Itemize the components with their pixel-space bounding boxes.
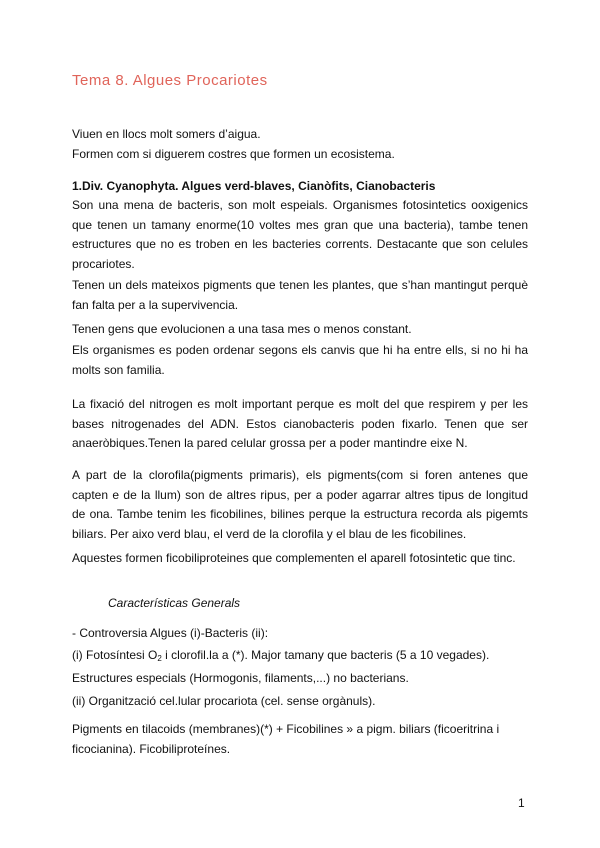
general-line-2-post: i clorofil.la a (*). Major tamany que bacteris (5 a 10 vegades). [161,648,490,662]
page-title: Tema 8. Algues Procariotes [72,72,268,89]
paragraph-1: Son una mena de bacteris, son molt espeials. Organismes fotosintetics ooxigenics que tenen un tamany enorme(10 voltes mes gran que una bacteria), tambe tenen estructures que no es troben en les bacteries corrents. Destacante que son celules procariotes. [72,198,528,271]
page-number: 1 [518,796,525,810]
paragraph-5: La fixació del nitrogen es molt important perque es molt del que respirem y per les bases nitrogenades del ADN. Estos cianobacteris poden fixarlo. Tenen que ser anaeròbiques.Tenen la pared celular grossa per a poder mantindre eixe N. [72,397,528,450]
general-line-4: (ii) Organització cel.lular procariota (cel. sense orgànuls). [72,694,376,708]
general-line-1: - Controversia Algues (i)-Bacteris (ii): [72,626,269,640]
general-line-5: Pigments en tilacoids (membranes)(*) + Ficobilines » a pigm. biliars (ficoeritrina i ficocianina). Ficobiliproteínes. [72,722,500,756]
intro-line-1: Viuen en llocs molt somers d’aigua. [72,127,261,141]
paragraph-7: Aquestes formen ficobiliproteines que complementen el aparell fotosintetic que tinc. [72,551,516,565]
oxygen-subscript: 2 [157,654,162,663]
general-line-2 [72,646,528,666]
subsection-heading: Características Generals [108,596,241,610]
general-line-2-pre: (i) Fotosíntesi O [72,648,158,662]
section-heading: 1.Div. Cyanophyta. Algues verd-blaves, Cianòfits, Cianobacteris [72,179,436,193]
paragraph-3: Tenen gens que evolucionen a una tasa mes o menos constant. [72,322,412,336]
paragraph-2: Tenen un dels mateixos pigments que tenen les plantes, que s’han mantingut perquè fan falta per a la supervivencia. [72,278,528,312]
general-line-3: Estructures especials (Hormogonis, filaments,...) no bacterians. [72,671,409,685]
intro-line-2: Formen com si diguerem costres que formen un ecosistema. [72,147,395,161]
paragraph-4: Els organismes es poden ordenar segons els canvis que hi ha entre ells, si no hi ha molts son familia. [72,343,528,377]
paragraph-6: A part de la clorofila(pigments primaris), els pigments(com si foren antenes que capten e de la llum) son de altres ripus, per a poder agarrar altres tipus de longitud de ona. Tambe tenim les ficobilines, bilines perque la estructura recorda als pigemts biliars. Per aixo verd blau, el verd de la clorofila y el blau de les ficobilines. [72,468,528,541]
